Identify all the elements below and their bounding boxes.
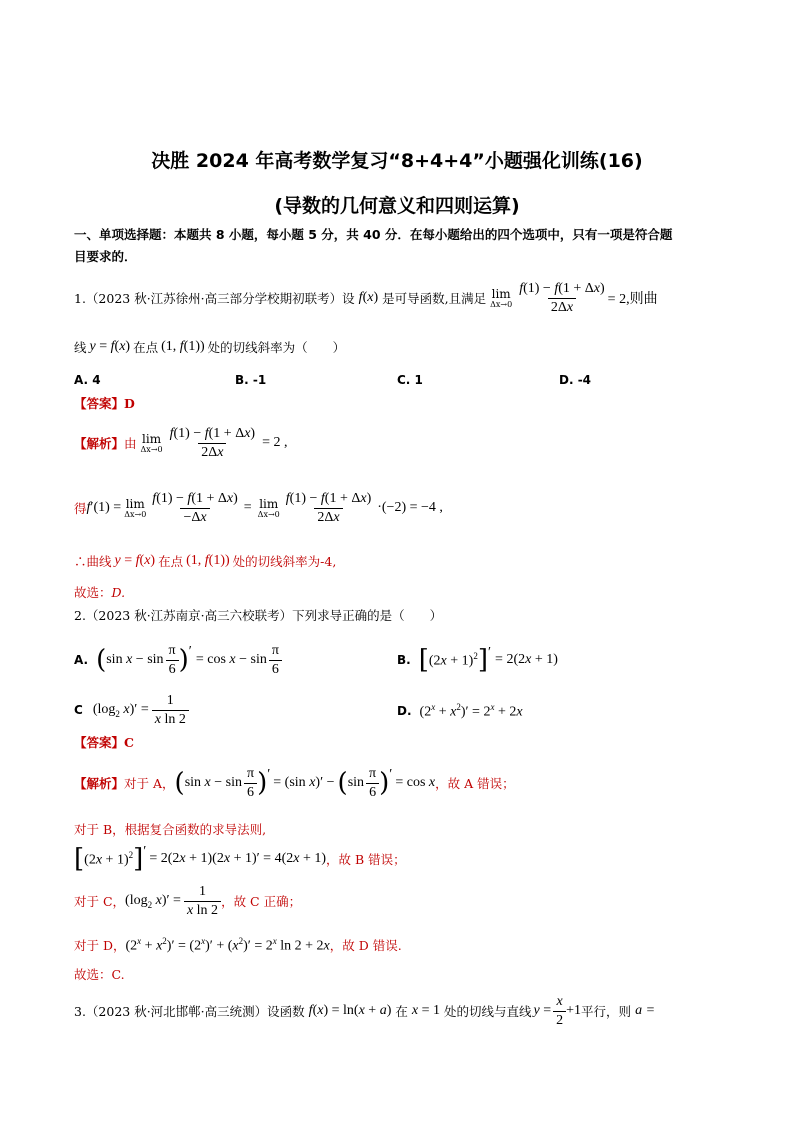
q2-answer xyxy=(74,733,134,751)
q1-analysis-eq: = 2 , xyxy=(262,435,288,450)
q1-conclusion xyxy=(74,552,336,570)
q2-analysis-c: 对于 C， ($\log_2$ x)′ = $\frac{1}{\text{x ln 2}}$ ，故 C 正确； xyxy=(74,883,302,918)
q1-choose-label: 故选： xyxy=(74,585,112,600)
q2-option-b: B. [ $(2x + 1)^2$ ] ′ = 2(2x + 1) xyxy=(397,645,558,675)
q1-option-c: C. 1 xyxy=(397,373,423,387)
q1-prefix: 1.（2023 秋·江苏徐州·高三部分学校期初联考）设 xyxy=(74,291,355,306)
q1-curve: y = f(x) xyxy=(89,339,131,354)
q2-option-c: C ($\log_2$ x)′ = $\frac{1}{\text{x ln 2}}$ xyxy=(74,690,189,730)
q2-option-a: A. ( sin x − sin $\frac{\pi}{6}$ ) ′ = cos x − sin $\frac{\pi}{6}$ xyxy=(74,639,282,681)
question-3-stem: 3.（2023 秋·河北邯郸·高三统测）设函数 f(x) = ln(x + a) 在 x = 1 处的切线与直线 y = $\frac{x}{2}$ +1 平行，则 a = xyxy=(74,993,656,1028)
section-heading-line2: 目要求的． xyxy=(74,249,137,264)
q2-option-c-label: C xyxy=(74,703,83,717)
q2-analysis-tag: 【解析】 xyxy=(74,776,125,791)
q3-tail: a = xyxy=(635,1003,656,1018)
q1-limit: lim Δx→0 xyxy=(490,286,513,309)
q2-choose: 故选：C. xyxy=(74,967,125,982)
q1-fraction: $\frac{f(1) - f(1 + \Delta x)}{2\Delta x}$ xyxy=(519,280,605,315)
q1-option-d: D. -4 xyxy=(559,373,592,387)
q1-point: (1, f(1)) xyxy=(161,339,205,354)
q1-analysis-limit: lim Δx→0 xyxy=(140,431,163,454)
q1-concl-curve: y = f(x) xyxy=(114,553,156,568)
q1-step2-prefix: 得 xyxy=(74,501,87,516)
q1-eq2: = 2,则曲 xyxy=(607,292,658,307)
q2-for-c: 对于 C， xyxy=(74,894,126,909)
q2-for-d: 对于 D， xyxy=(74,938,126,953)
question-1-stem xyxy=(74,278,658,318)
section-heading-line1: 一、单项选择题：本题共 8 小题，每小题 5 分，共 40 分．在每小题给出的四个选项中，只有一项是符合题 xyxy=(74,227,673,242)
q1-analysis-fraction: $\frac{f(1) - f(1 + \Delta x)}{2\Delta x}$ xyxy=(169,425,256,460)
q2-option-b-label: B. xyxy=(397,653,411,667)
q1-fx: f(x) xyxy=(358,290,379,305)
q2-answer-value: C xyxy=(124,735,134,750)
q1-step2-fraction1: $\frac{f(1) - f(1 + \Delta x)}{-\Delta x}$ xyxy=(152,490,238,525)
q1-step2-fraction2: $\frac{f(1) - f(1 + \Delta x)}{2\Delta x}$ xyxy=(285,490,372,525)
q1-concl-c: 处的切线斜率为-4, xyxy=(232,554,337,569)
q1-line2-c: 处的切线斜率为（ ） xyxy=(207,340,346,355)
q2-right-c: ，故 C 正确； xyxy=(221,894,302,909)
q1-analysis-step2: 得 f′(1) = lim Δx→0 $\frac{f(1) - f(1 + \Delta x)}{-\Delta x}$ = lim Δx→0 $\frac{f(1) - f(1 + \Delta x)}{2\Delta x}$ ·(−2) = −4 , xyxy=(74,490,443,525)
q2-for-a: 对于 A， xyxy=(124,776,175,791)
q2-answer-tag: 【答案】 xyxy=(74,735,125,750)
q1-option-a: A. 4 xyxy=(74,373,101,387)
q1-concl-b: 在点 xyxy=(158,554,184,569)
q1-answer xyxy=(74,394,135,412)
q2-analysis-a: 【解析】 对于 A， ( sin x − sin $\frac{\pi}{6}$ ) ′ = (sin x)′ − ( sin $\frac{\pi}{6}$ ) ′ = cos x ，故 A 错误； xyxy=(74,765,515,800)
q1-step2-limit2: lim Δx→0 xyxy=(257,496,280,519)
q1-step2-limit1: lim Δx→0 xyxy=(124,496,147,519)
q2-wrong-b: ，故 B 错误； xyxy=(326,852,406,867)
page-subtitle: (导数的几何意义和四则运算) xyxy=(274,195,520,217)
q3-mid3: 平行，则 xyxy=(581,1004,632,1019)
q1-choose-value: D. xyxy=(111,585,126,600)
q2-analysis-b: [ $(2x + 1)^2$ ] ′ = 2(2x + 1)(2x + 1)′ = 4(2x + 1) ，故 B 错误； xyxy=(74,844,406,874)
q1-analysis-from: 由 xyxy=(124,436,137,451)
q1-derivative: f′(1) = xyxy=(86,500,122,515)
q3-prefix: 3.（2023 秋·河北邯郸·高三统测）设函数 xyxy=(74,1004,305,1019)
q1-choose xyxy=(74,583,125,601)
q2-for-b: 对于 B，根据复合函数的求导法则, xyxy=(74,822,267,837)
q2-analysis-d: 对于 D， $(2^x + x^2)' = (2^x)' + (x^2)' = 2^x$ ln 2 + 2x ，故 D 错误. xyxy=(74,935,402,954)
q2-option-d-label: D. xyxy=(397,704,412,718)
q3-mid1: 在 xyxy=(395,1004,408,1019)
q2-wrong-d: ，故 D 错误. xyxy=(329,938,402,953)
q1-concl-point: (1, f(1)) xyxy=(186,553,230,568)
q1-concl-a: ∴曲线 xyxy=(74,554,112,569)
q3-mid2: 处的切线与直线 xyxy=(444,1004,532,1019)
q1-analysis xyxy=(74,423,288,463)
q2-wrong-a: ，故 A 错误； xyxy=(435,776,515,791)
q1-mid: 是可导函数,且满足 xyxy=(382,291,487,306)
q1-option-b: B. -1 xyxy=(235,373,267,387)
q1-analysis-tag: 【解析】 xyxy=(74,436,125,451)
q2-option-a-label: A. xyxy=(74,653,89,667)
q1-line2-a: 线 xyxy=(74,340,87,355)
q2-option-d: D. $(2^x + x^2)' = 2^x + 2x$ xyxy=(397,701,523,720)
q1-answer-tag: 【答案】 xyxy=(74,396,125,411)
question-1-stem-line2 xyxy=(74,338,345,356)
page-title: 决胜 2024 年高考数学复习“8+4+4”小题强化训练(16) xyxy=(151,150,643,172)
question-2-stem: 2.（2023 秋·江苏南京·高三六校联考）下列求导正确的是（ ） xyxy=(74,608,443,623)
q1-line2-b: 在点 xyxy=(133,340,159,355)
q1-step2-result: ·(−2) = −4 , xyxy=(377,500,443,515)
q1-answer-value: D xyxy=(124,396,135,411)
